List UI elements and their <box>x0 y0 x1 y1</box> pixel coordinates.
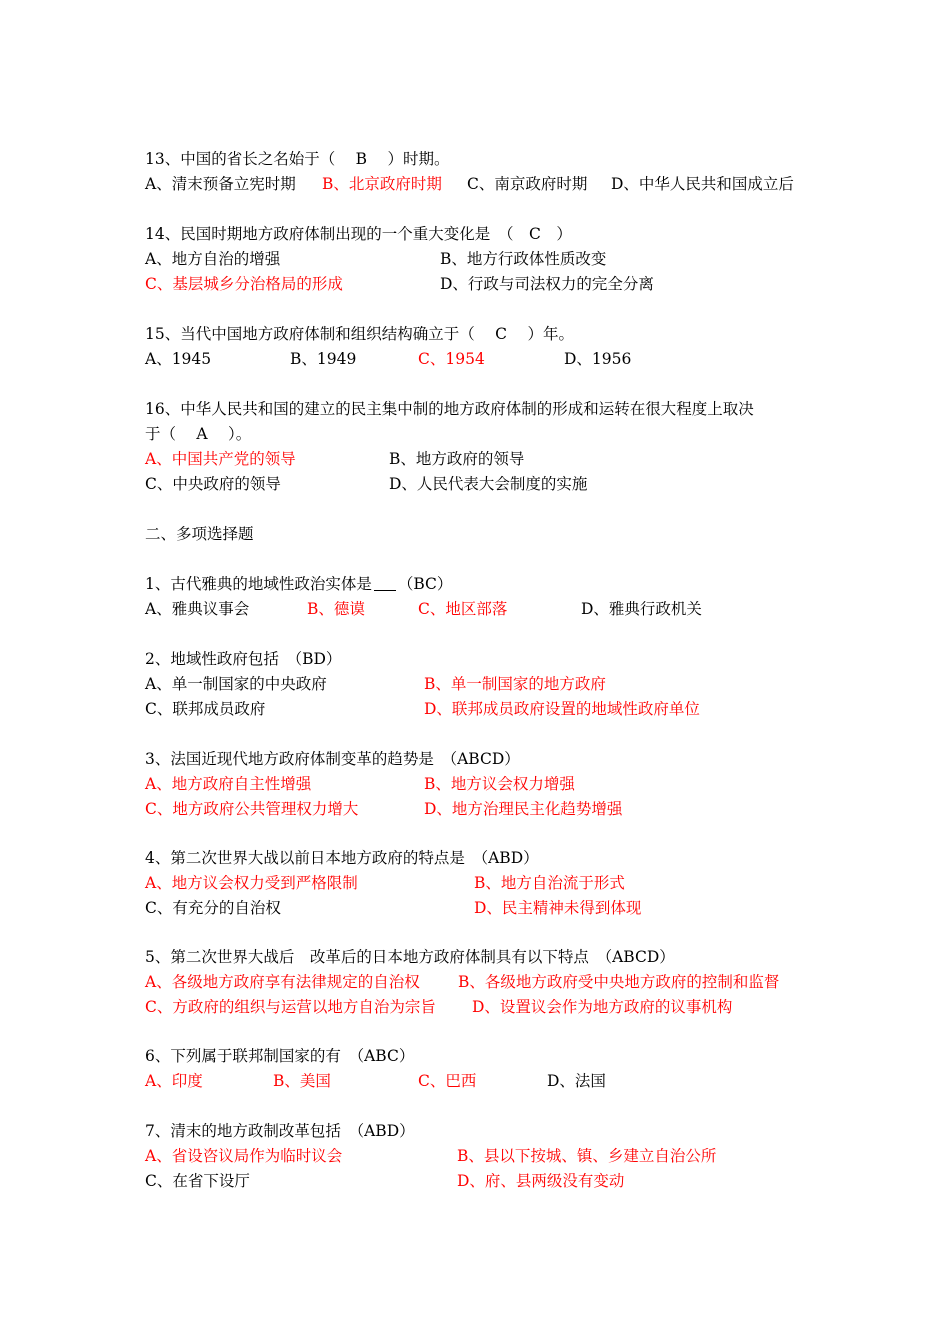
m7-option-a-correct: A、省设咨议局作为临时议会 <box>145 1147 343 1165</box>
q16-options-row1 <box>145 447 825 472</box>
q15-option-d: D、1956 <box>564 350 632 368</box>
m6-question: 6、下列属于联邦制国家的有 （ABC） <box>145 1047 415 1065</box>
q14-options-row2 <box>145 272 825 297</box>
q13-option-b-correct: B、北京政府时期 <box>322 175 442 193</box>
m1-option-c-correct: C、地区部落 <box>418 600 508 618</box>
q16-option-b: B、地方政府的领导 <box>389 450 525 468</box>
m7-question: 7、清末的地方政制改革包括 （ABD） <box>145 1122 415 1140</box>
m3-option-d-correct: D、地方治理民主化趋势增强 <box>424 800 623 818</box>
q13-option-d: D、中华人民共和国成立后 <box>611 175 794 193</box>
m3-option-b-correct: B、地方议会权力增强 <box>424 775 575 793</box>
m3-option-c-correct: C、地方政府公共管理权力增大 <box>145 800 359 818</box>
m3-options-row2 <box>145 797 825 822</box>
m1-answer: （BC） <box>397 575 453 593</box>
q15-question: 15、当代中国地方政府体制和组织结构确立于（ C ）年。 <box>145 325 574 343</box>
m1-answer-blank <box>374 576 396 591</box>
m3-options-row1 <box>145 772 825 797</box>
q13-option-a: A、清末预备立宪时期 <box>145 175 296 193</box>
m4-options-row2 <box>145 896 825 921</box>
m3-option-a-correct: A、地方政府自主性增强 <box>145 775 312 793</box>
q15-option-c-correct: C、1954 <box>418 350 485 368</box>
m1-question <box>145 572 452 597</box>
q13-question: 13、中国的省长之名始于（ B ）时期。 <box>145 150 450 168</box>
m6-options <box>145 1069 825 1094</box>
m1-options <box>145 597 825 622</box>
m7-options-row2 <box>145 1169 825 1194</box>
m4-options-row1 <box>145 871 825 896</box>
m6-option-b-correct: B、美国 <box>273 1072 331 1090</box>
q16-option-a-correct: A、中国共产党的领导 <box>145 450 296 468</box>
m6-option-d: D、法国 <box>547 1072 606 1090</box>
q14-option-b: B、地方行政体性质改变 <box>440 250 607 268</box>
m7-option-b-correct: B、县以下按城、镇、乡建立自治公所 <box>457 1147 717 1165</box>
m1-option-a: A、雅典议事会 <box>145 600 250 618</box>
q16-question-line1: 16、中华人民共和国的建立的民主集中制的地方政府体制的形成和运转在很大程度上取决 <box>145 400 754 418</box>
m5-question: 5、第二次世界大战后 改革后的日本地方政府体制具有以下特点 （ABCD） <box>145 948 675 966</box>
m4-option-c: C、有充分的自治权 <box>145 899 281 917</box>
q16-option-c: C、中央政府的领导 <box>145 475 281 493</box>
m5-option-d-correct: D、设置议会作为地方政府的议事机构 <box>472 998 733 1016</box>
m4-option-b-correct: B、地方自治流于形式 <box>474 874 625 892</box>
m2-question: 2、地域性政府包括 （BD） <box>145 650 342 668</box>
q15-options <box>145 347 825 372</box>
m4-option-d-correct: D、民主精神未得到体现 <box>474 899 642 917</box>
m7-option-c: C、在省下设厅 <box>145 1172 250 1190</box>
m2-options-row1 <box>145 672 825 697</box>
q13-options <box>145 172 825 197</box>
m6-option-c-correct: C、巴西 <box>418 1072 477 1090</box>
m2-option-b-correct: B、单一制国家的地方政府 <box>424 675 606 693</box>
q16-options-row2 <box>145 472 825 497</box>
m2-option-c: C、联邦成员政府 <box>145 700 266 718</box>
m1-question-text: 1、古代雅典的地域性政治实体是 <box>145 575 372 593</box>
q14-options-row1 <box>145 247 825 272</box>
m2-option-a: A、单一制国家的中央政府 <box>145 675 327 693</box>
m1-option-d: D、雅典行政机关 <box>581 600 702 618</box>
q14-option-d: D、行政与司法权力的完全分离 <box>440 275 654 293</box>
section-title-multiple-choice: 二、多项选择题 <box>145 525 254 543</box>
m6-option-a-correct: A、印度 <box>145 1072 203 1090</box>
m2-option-d-correct: D、联邦成员政府设置的地域性政府单位 <box>424 700 700 718</box>
m5-options-row1 <box>145 970 825 995</box>
q14-question: 14、民国时期地方政府体制出现的一个重大变化是 （ C ） <box>145 225 572 243</box>
m7-option-d-correct: D、府、县两级没有变动 <box>457 1172 625 1190</box>
m5-option-b-correct: B、各级地方政府受中央地方政府的控制和监督 <box>458 973 780 991</box>
q14-option-a: A、地方自治的增强 <box>145 250 281 268</box>
m4-question: 4、第二次世界大战以前日本地方政府的特点是 （ABD） <box>145 849 539 867</box>
q13-option-c: C、南京政府时期 <box>467 175 588 193</box>
m5-option-c-correct: C、方政府的组织与运营以地方自治为宗旨 <box>145 998 436 1016</box>
q16-option-d: D、人民代表大会制度的实施 <box>389 475 588 493</box>
q14-option-c-correct: C、基层城乡分治格局的形成 <box>145 275 343 293</box>
m4-option-a-correct: A、地方议会权力受到严格限制 <box>145 874 358 892</box>
m7-options-row1 <box>145 1144 825 1169</box>
m2-options-row2 <box>145 697 825 722</box>
m1-option-b-correct: B、德谟 <box>307 600 365 618</box>
q15-option-a: A、1945 <box>145 350 212 368</box>
q15-option-b: B、1949 <box>290 350 357 368</box>
q16-question-line2: 于（ A ）。 <box>145 425 252 443</box>
m5-option-a-correct: A、各级地方政府享有法律规定的自治权 <box>145 973 420 991</box>
m5-options-row2 <box>145 995 825 1020</box>
m3-question: 3、法国近现代地方政府体制变革的趋势是 （ABCD） <box>145 750 520 768</box>
